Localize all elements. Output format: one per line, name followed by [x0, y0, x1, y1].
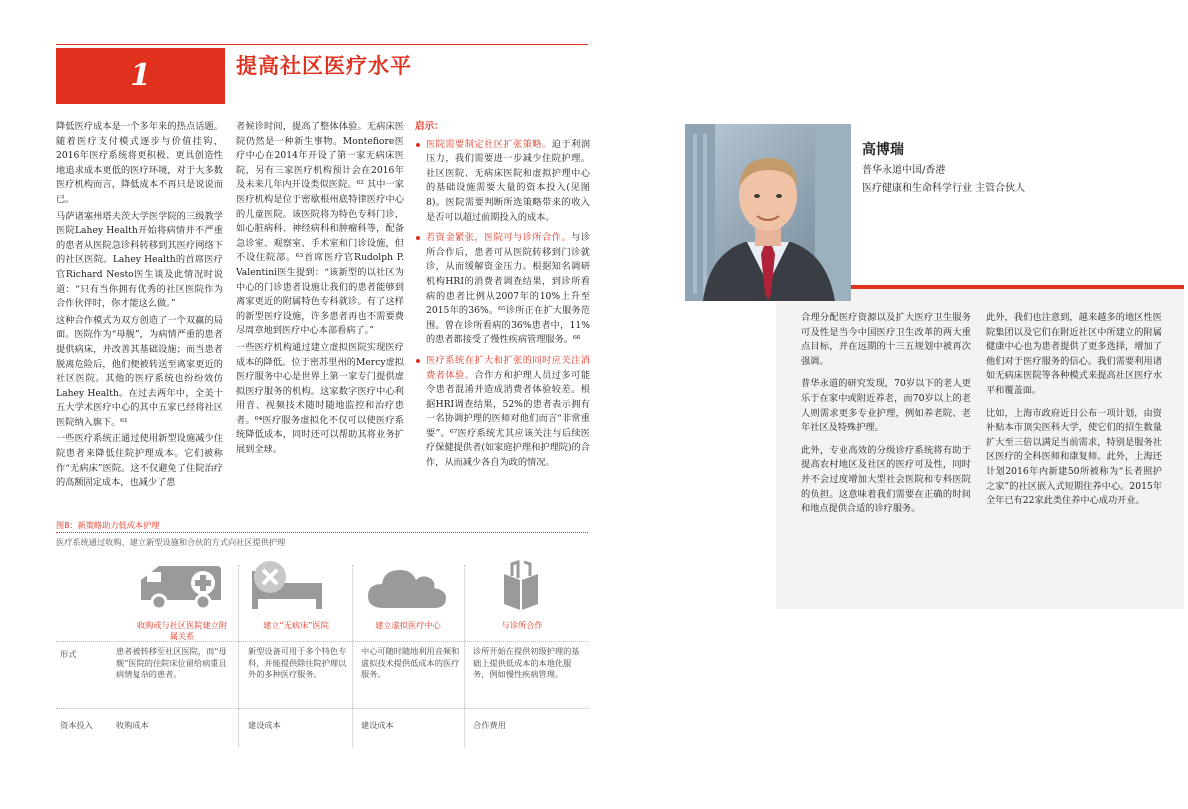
- paragraph: 比如，上海市政府近日公布一项计划，由资补贴本市顶尖医科大学，使它们的招生数量扩大至三倍以满足当前需求，特别是服务社区医疗的全科医师和康复师。此外，上海还计划2016年内新建50所被称为“长者照护之家”的社区嵌入式短期住养中心。2015年全年已有22家此类住养中心成功开业。: [986, 407, 1162, 507]
- body-column-1: [56, 120, 223, 493]
- figure-rule: [56, 532, 588, 533]
- figure-column-label: 建立虚拟医疗中心: [375, 620, 441, 630]
- paragraph: 降低医疗成本是一个多年来的热点话题。随着医疗支付模式逐步与价值挂钩，2016年医疗系统将更积极、更具创造性地追求成本更低的医疗环境，对于大多数医疗机构而言，降低成本不再只是说说而已。: [56, 121, 223, 205]
- commentary-column-1: [801, 311, 971, 525]
- row-divider: [56, 641, 588, 642]
- no-bed-icon: [250, 561, 324, 611]
- implication-item: [415, 138, 590, 226]
- paragraph: 此外，专业高效的分级诊疗系统将有助于提高农村地区及社区的医疗可及性，同时并不会过度增加大型社会医院和专科医院的负担。这意味着我们需要在正确的时间和地点提供合适的诊疗服务。: [801, 444, 971, 515]
- implications-title: 启示：: [415, 121, 444, 132]
- implication-lead: 若资金紧张，医院可与诊所合作。: [426, 232, 572, 244]
- bullet-icon: [416, 359, 420, 363]
- column-divider: [464, 565, 465, 747]
- commentary-column-2: [986, 311, 1162, 517]
- implication-body: 与诊所合作后，患者可从医院转移到门诊就诊，从而缓解资金压力。根据知名调研机构HRI的消费者调查结果，到诊所看病的患者比例从2007年的10%上升至2015年的36%。⁶⁵诊所正在扩大服务范围。曾在诊所看病的36%患者中，11%的患者都接受了慢性疾病管理服务。⁶⁶: [426, 232, 591, 346]
- implication-item: [415, 354, 590, 471]
- body-column-2: [236, 120, 404, 460]
- figure-column-label: 与诊所合作: [501, 620, 543, 630]
- paragraph: 这种合作模式为双方创造了一个双赢的局面。医院作为“母舰”，为病情严重的患者提供病床，并改善其基础设施；而当患者脱离危险后，他们便被转送至离家更近的社区医院。其他的医疗系统也纷纷效仿Lahey Health。在过去两年中，全美十五大学术医疗中心的其中五家已经将社区医院纳入旗下。⁶¹: [56, 314, 223, 428]
- paragraph: 此外，我们也注意到，越来越多的地区性医院集团以及它们在附近社区中所建立的附属健康中心也为患者提供了更多选择，增加了他们对于医疗服务的信心。我们需要利用诸如无病床医院等各种模式来提高社区医疗水平和覆盖面。: [986, 312, 1162, 396]
- figure-column-label: 建立“无病床”医院: [263, 620, 329, 630]
- section-number-block: [56, 48, 225, 104]
- profile-title: 医疗健康和生命科学行业 主管合伙人: [862, 183, 1026, 194]
- top-rule: [56, 44, 588, 45]
- figure-cell-capital: 建设成本: [361, 720, 394, 730]
- figure-column-label: 收购或与社区医院建立附属关系: [136, 620, 228, 641]
- paragraph: 一些医疗机构通过建立虚拟医院实现医疗成本的降低。位于密苏里州的Mercy虚拟医疗服务中心是世界上第一家专门提供虚拟医疗服务的机构。这家数字医疗中心利用音、视频技术随时随地监控和治疗患者。⁶⁴医疗服务虚拟化不仅可以使医疗系统降低成本，同时还可以帮助其将业务扩展到全球。: [236, 341, 404, 456]
- bullet-icon: [416, 143, 420, 147]
- bullet-icon: [416, 236, 420, 240]
- figure-title: 图8：新策略助力低成本护理: [56, 520, 160, 530]
- figure-cell-form: 新型设备可用于多个特色专科，并能提供除住院护理以外的多种医疗服务。: [248, 646, 347, 680]
- implication-body: 合作方和护理人员过多可能令患者混淆并造成消费者体验较差。根据HRI调查结果，52%的患者表示拥有一名协调护理的医师对他们而言“非常重要”。⁶⁷医疗系统尤其应该关注与后续医疗保健提供者(如家庭护理和护理院)的合作，从而减少各自为政的情况。: [426, 369, 591, 469]
- profile-affiliation: 普华永道中国/香港: [862, 165, 946, 176]
- figure-cell-form: 诊所开始在提供初级护理的基础上提供低成本的本地化服务，例如慢性疾病管理。: [473, 646, 580, 680]
- profile-name: 高博瑞: [862, 142, 904, 158]
- paragraph: 马萨诸塞州塔夫茨大学医学院的三级教学医院Lahey Health开始将病情并不严重的患者从医院急诊科转移到其医疗网络下的社区医院。Lahey Health的首席医疗官Richard Nesto医生谈及此情况时说道：“只有当你拥有优秀的社区医院作为合作伙伴时，你才能这么做。”: [56, 210, 223, 310]
- figure-subtitle: 医疗系统通过收购、建立新型设施和合伙的方式向社区提供护理: [56, 537, 286, 547]
- implication-body: 迫于利润压力，我们需要进一步减少住院护理。社区医院、无病床医院和虚拟护理中心的基础设施需要大量的资本投入(见图8)。医院需要判断所选策略带来的收入是否可以超过前期投入的成本。: [426, 138, 591, 223]
- section-title: 提高社区医疗水平: [236, 54, 412, 78]
- figure-cell-capital: 收购成本: [116, 720, 149, 730]
- cloud-icon: [366, 564, 448, 610]
- column-divider: [352, 565, 353, 747]
- paragraph: 一些医疗系统正通过使用新型设施减少住院患者来降低住院护理成本。它们被称作“无病床”医院。这不仅避免了住院治疗的高额固定成本，也减少了患: [56, 433, 223, 489]
- implication-item: [415, 231, 590, 348]
- paragraph: 者候诊时间，提高了整体体验。无病床医院仍然是一种新生事物。Montefiore医疗中心在2014年开设了第一家无病床医院，另有三家医疗机构预计会在2016年及未来几年内开设类似医院。⁶² 其中一家医疗机构是位于密歇根州底特律医疗中心的儿童医院。该医院将为特色专科门诊，如心脏病科、神经病科和肿瘤科等，配备急诊室、观察室、手术室和门诊设施，但不设住院部。⁶³首席医疗官Rudolph P. Valentini医生提到：“该新型的以社区为中心的门诊患者设施让我们的患者能够到离家更近的附属特色专科就诊。有了这样的新型医疗设施，许多患者再也不需要费尽周章地到医疗中心本部看病了。”: [236, 121, 404, 337]
- row-header-capital: 资本投入: [60, 720, 93, 730]
- row-header-form: 形式: [60, 649, 77, 659]
- ambulance-icon: [137, 562, 224, 610]
- figure-cell-capital: 建设成本: [248, 720, 281, 730]
- implication-lead: 医疗系统在扩大和扩张的同时应关注消费者体验。: [426, 354, 590, 381]
- section-number: 1: [130, 58, 151, 93]
- figure-cell-form: 中心可随时随地利用音频和虚拟技术提供低成本的医疗服务。: [361, 646, 460, 680]
- row-divider: [56, 708, 588, 709]
- handshake-book-icon: [500, 560, 542, 612]
- paragraph: 合理分配医疗资源以及扩大医疗卫生服务可及性是当今中国医疗卫生改革的两大重点目标，并在远期的十三五规划中被再次强调。: [801, 312, 971, 367]
- implication-lead: 医院需要制定社区扩张策略。: [426, 138, 552, 150]
- portrait-photo: [685, 124, 851, 301]
- implications-column: [415, 120, 590, 477]
- figure-cell-form: 患者被转移至社区医院，而“母舰”医院的住院床位留给病重且病情复杂的患者。: [116, 646, 227, 680]
- column-divider: [238, 565, 239, 747]
- figure-cell-capital: 合作费用: [473, 720, 506, 730]
- paragraph: 普华永道的研究发现，70岁以下的老人更乐于在家中或附近养老，而70岁以上的老人则需求更多专业护理，例如养老院、老年社区及特殊护理。: [801, 378, 971, 434]
